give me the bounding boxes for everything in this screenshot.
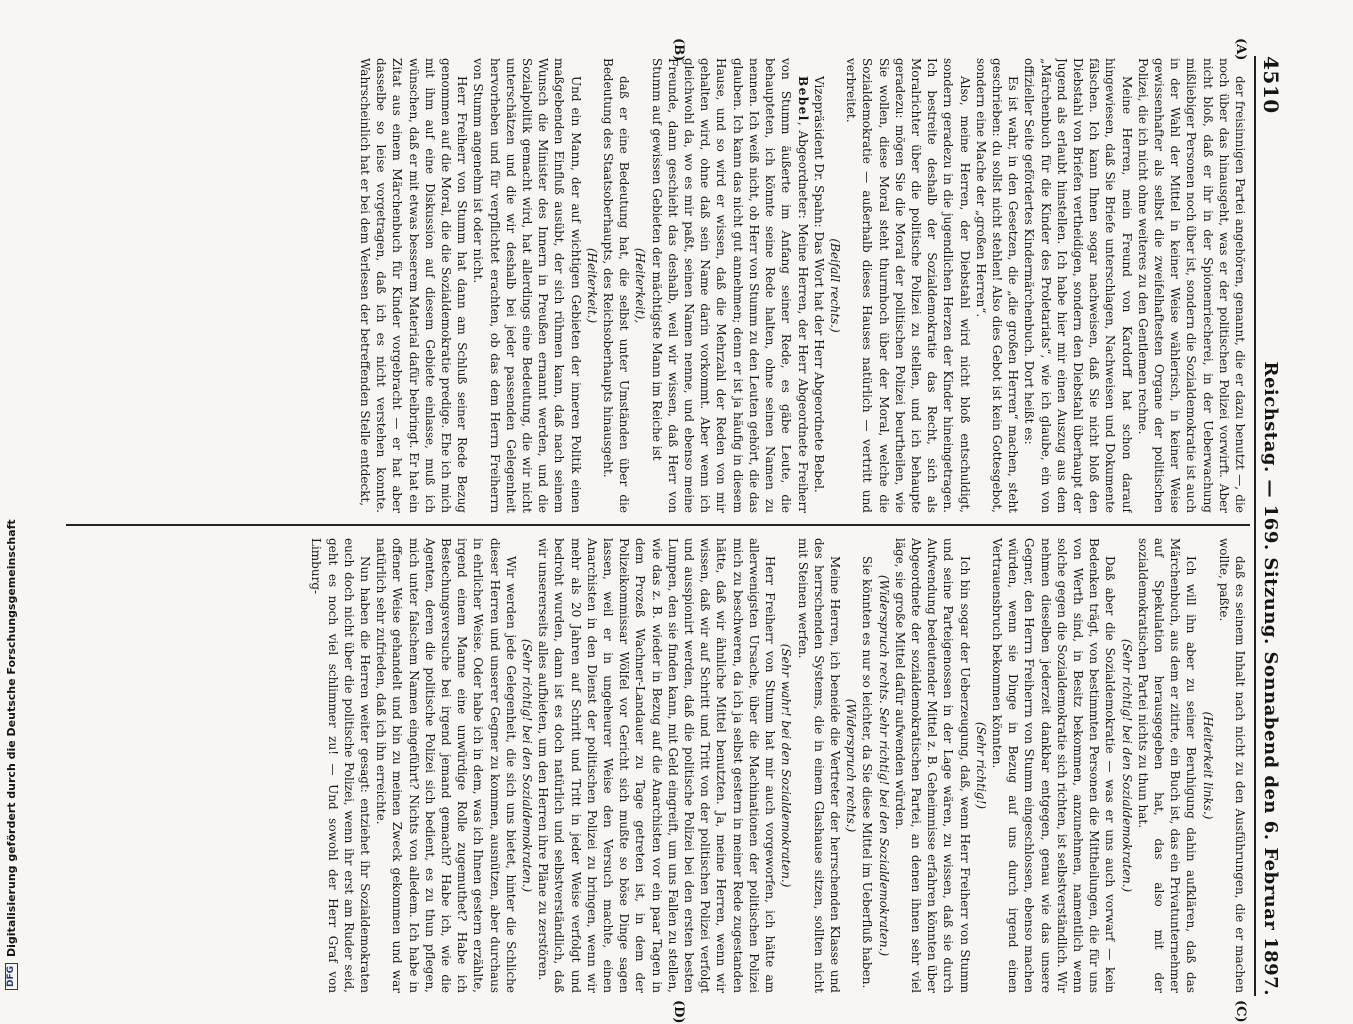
session-title: Reichstag. — 169. Sitzung. Sonnabend den 6. Februar 1897. <box>1260 361 1282 996</box>
paragraph: Ich bin sogar der Ueberzeugung, daß, wenn Herr Freiherr von Stumm und seine Parteigenossen in der Lage wären, zu wissen, daß sie durch Aufwendung bedeutender Mittel z. B. Geheimnisse erfahren könnten über Abgeordnete der sozialdemokratischen Partei, an denen ihnen sehr viel läge, sie große Mittel dafür aufwenden würden. <box>892 538 972 993</box>
speech-paragraph <box>648 58 810 513</box>
interjection: (Beifall rechts.) <box>827 238 842 333</box>
paragraph: daß es seinem Inhalt nach nicht zu den Ausführungen, die er machen wollte, paßte. <box>1216 538 1247 993</box>
paragraph: Wir werden jede Gelegenheit, die sich uns bietet, hinter die Schliche dieser Herren und unserer Gegner zu kommen, ausnützen, aber durchaus in ehrlicher Weise. Oder habe ich in dem, was ich Ihnen gestern erzählte, irgend einem Manne eine unwürdige Rolle zugemuthet? Habe ich Bestechungsversuche bei irgend jemand gemacht? Habe ich, wie die Agenten, deren die politische Polizei sich bedient, es zu thun pflegen, mich unter falschem Namen eingeführt? Nichts von alledem. Ich habe in offener Weise gehandelt und bin zu meinen Zweck gekommen und war natürlich sehr zufrieden, daß ich ihn erreichte. <box>374 538 518 993</box>
paragraph: Also, meine Herren, der Diebstahl wird nicht bloß entschuldigt, sondern geradezu in die jugendlichen Herzen der Kinder hineingetragen. Ich bestreite deshalb der Sozialdemokratie das Recht, sich als Moralrichter über die politische Polizei zu stellen, und ich behaupte geradezu: mögen Sie die Moral der politischen Polizei beurtheilen, wie Sie wollen, diese Moral steht thurmhoch über der Moral, welche die Sozialdemokratie — außerhalb dieses Hauses natürlich — vertritt und verbreitet. <box>844 58 972 513</box>
interjection: (Sehr richtig! bei den Sozialdemokraten.) <box>1119 638 1134 893</box>
digitization-note <box>4 40 18 1000</box>
paragraph: Daß aber die Sozialdemokratie — was er uns auch vorwarf — kein Bedenken trägt, von bestimmten Personen die Mittheilungen, die für uns von Werth sind, in Besitz bekommen, anzunehmen, namentlich wenn solche gegen die Sozialdemokratie sich richten, ist selbstverständlich. Wir nehmen dieselben jederzeit dankbar entgegen, genau wie das unsere Gegner, den Herrn Freiherrn von Stumm eingeschlossen, ebenso machen würden, wenn sie Dinge in Bezug auf uns durch irgend einen Vertrauensbruch bekommen könnten. <box>989 538 1118 993</box>
paragraph: Vizepräsident Dr. Spahn: Das Wort hat der Herr Abgeordnete Bebel. <box>811 76 826 493</box>
margin-marker-b: (B) <box>671 38 686 62</box>
paragraph: Herr Freiherr von Stumm hat mir auch vorgeworfen, ich hätte am allerwenigsten Ursache, über die Machinationen der politischen Polizei mich zu beschweren, da ich ja selbst gestern in meiner Rede zugestanden hätte, daß wir ähnliche Mittel benutzten. Ja, meine Herren, wenn wir wissen, daß wir auf Schritt und Tritt von der politischen Polizei verfolgt und ausspionirt werden, daß die politische Polizei bei den ersten besten Lumpen, den sie finden kann, mit Geld eingreift, um uns Fallen zu stellen, wie das z. B. wieder in Bezug auf die Anarchisten vor ein paar Tagen in dem Prozeß Wachner-Landauer zu Tage getreten ist, in dem der Polizeikommissar Wölfel vor Gericht sich mußte so böse Dinge sagen lassen, weil er in ungeheurer Weise den Versuch machte, einen Anarchisten in den Dienst der politischen Polizei zu bringen, wenn wir mehr als 20 Jahren auf Schritt und Tritt in jeder Weise verfolgt und bedroht wurden, dann ist es doch natürlich und selbstverständlich, daß wir unsererseits alles aufbieten, um den Herren ihre Pläne zu zerstören. <box>536 538 778 993</box>
margin-marker-a: (A) <box>1233 38 1248 61</box>
paragraph: Sie könnten es nur so leichter, da Sie diese Mittel im Ueberfluß haben. <box>860 556 875 989</box>
paragraph: Und ein Mann, der auf wichtigen Gebieten der inneren Politik einen maßgebenden Einfluß ausübt, der sich rühmen kann, daß nach seinem Wunsch die Minister des Innern in Preußen ernannt werden, und die Sozialpolitik gemacht wird, hat allerdings eine Bedeutung, die wir nicht unterschätzen und die wir deshalb bei jeder passenden Gelegenheit hervorheben und für verpflichtet erachten, ob das dem Herrn Freiherrn von Stumm angenehm ist oder nicht. <box>471 58 583 513</box>
interjection: (Heiterkeit), <box>633 247 648 324</box>
page-header <box>1254 56 1286 996</box>
rotated-page-content <box>66 38 1286 1024</box>
paragraph: Herr Freiherr von Stumm hat dann am Schluß seiner Rede Bezug genommen auf die Moral, die die Sozialdemokratie predige. Ehe ich mich mit ihm auf eine Diskussion auf diesem Gebiete einlasse, muß ich wünschen, daß er mit etwas besserem Material dafür beibringt. Er hat ein Zitat aus einem Märchenbuch für Kinder vorgebracht — er hat aber dasselbe so leise vorgetragen, daß ich es nicht verstehen konnte. Wahrscheinlich hat er bei dem Verlesen der betreffenden Stelle entdeckt, <box>358 58 470 513</box>
paragraph: Ich will ihn aber zu seiner Beruhigung dahin aufklären, daß das Märchenbuch, aus dem er zitirte, ein Buch ist, das ein Privatunternehmer auf Spekulation herausgegeben hat, das also mit der sozialdemokratischen Partei nichts zu thun hat. <box>1135 538 1199 993</box>
speech-text: , Abgeordneter: Meine Herren, der Herr Abgeordnete Freiherr von Stumm äußerte im Anfang seiner Rede, es gäbe Leute, die behaupteten, ich könnte seine Rede halten, ohne seinen Namen zu nennen. Ich weiß nicht, ob Herr von Stumm zu den Leuten gehört, die das glauben. Ich kann das nicht gut annehmen; denn er ist ja häufig in diesem Hause, und so wird er wissen, daß die Mehrzahl der Reden von mir gehalten wird, ohne daß sein Name darin vorkommt. Aber wenn ich gleichwohl da, wo es mir paßt, seinen Namen nenne, und ebenso meine Freunde, dann geschieht das deshalb, weil wir wissen, daß Herr von Stumm auf gewissen Gebieten der mächtigste Mann im Reiche ist <box>649 58 810 513</box>
paragraph: Nun haben die Herren weiter gesagt: entziehet ihr Sozialdemokraten euch doch nicht über die politische Polizei, wenn ihr erst am Ruder seid, geht es noch viel schlimmer zu! — Und sowohl der Herr Graf von Limburg- <box>309 538 373 993</box>
interjection: (Widerspruch rechts. Sehr richtig! bei den Sozialdemokraten.) <box>876 574 891 957</box>
paragraph: daß er eine Bedeutung hat, die selbst unter Umständen über die Bedeutung des Staatsoberhaupts, des Reichsoberhaupts hinausgeht. <box>601 58 632 513</box>
left-column <box>78 58 1248 513</box>
interjection: (Sehr richtig! bei den Sozialdemokraten.) <box>520 638 535 893</box>
speaker-name: Bebel <box>795 76 810 122</box>
interjection: (Heiterkeit links.) <box>1200 711 1215 820</box>
page-number: 4510 <box>1259 56 1283 114</box>
interjection: (Heiterkeit.) <box>584 247 599 324</box>
margin-marker-d: (D) <box>671 1000 686 1024</box>
interjection: (Sehr richtig!) <box>973 721 988 810</box>
paragraph: Meine Herren, ich beneide die Vertreter der herrschenden Klasse und des herrschenden Systems, die in einem Glashause sitzen, sollten nicht mit Steinen werfen. <box>795 538 842 993</box>
paragraph: Es ist wahr, in den Gesetzen, die „die großen Herren“ machen, steht geschrieben: du sollst nicht stehlen! Also dies Gebot ist kein Gottesgebot, sondern eine Mache der „großen Herren“. <box>973 58 1021 513</box>
interjection: (Sehr wahr! bei den Sozialdemokraten.) <box>779 643 794 888</box>
dfg-logo: DFG <box>5 963 18 990</box>
right-column <box>78 538 1248 993</box>
digitization-credit: Digitalisierung gefördert durch die Deutsche Forschungsgemeinschaft <box>4 519 18 957</box>
paragraph: Meine Herren, mein Freund von Kardorff hat schon darauf hingewiesen, daß Sie Briefe unterschlagen, Nachweisen und Dokumente fälschen. Ich kann Ihnen sogar nachweisen, daß Sie nicht bloß den Diebstahl von Briefen vertheidigen, sondern den Diebstahl überhaupt der Jugend als erlaubt hinstellen. Ich habe hier mir einen Auszug aus dem „Märchenbuch für die Kinder des Proletariats“, wie ich glaube, ein von offizieller Seite gefördertes Kindermärchenbuch. Dort heißt es: <box>1022 58 1134 513</box>
column-divider <box>66 524 1250 526</box>
margin-marker-c: (C) <box>1233 1000 1248 1023</box>
interjection: (Widerspruch rechts.) <box>844 698 859 833</box>
paragraph: der freisinnigen Partei angehören, genannt, die er dazu benutzt —, die noch über das hinausgeht, was er der politischen Polizei vorwirft. Aber nicht bloß, daß er ihr in der Spionenriecherei, in der Ueberwachung mißliebiger Personen noch über ist, sondern die Sozialdemokratie ist auch in der Wahl der Mittel in keiner Weise wählerisch, in keiner Weise gewissenhafter als selbst die zweifelhaftesten Organe der politischen Polizei, die ich nicht ohne weiteres zu den Gentlemen rechne. <box>1135 58 1247 513</box>
